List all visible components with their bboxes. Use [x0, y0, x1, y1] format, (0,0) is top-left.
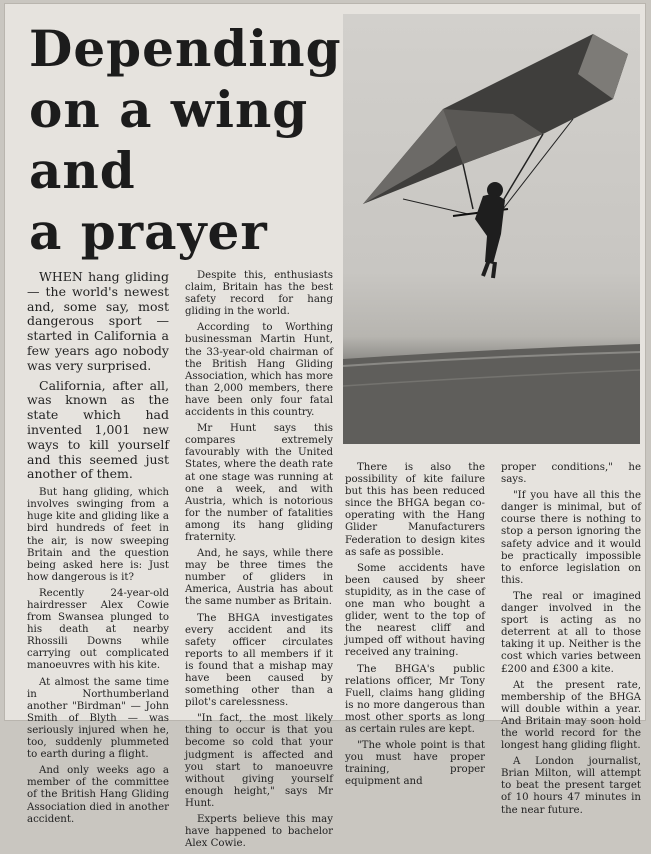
paragraph: And only weeks ago a member of the committee of the British Hang Gliding Association died in another accident.: [27, 765, 169, 825]
paragraph: But hang gliding, which involves swinging from a huge kite and gliding like a bird hundreds of feet in the air, is now sweeping Britain and the question being asked here is: Just how dangerous is it?: [27, 487, 169, 583]
headline-line: on a wing: [29, 80, 309, 139]
paragraph: proper conditions," he says.: [501, 462, 641, 486]
paragraph: WHEN hang gliding — the world's newest and, some say, most dangerous sport — started in California a few years ago nobody was very surprised.: [27, 269, 169, 373]
paragraph: Some accidents have been caused by sheer stupidity, as in the case of one man who bought a glider, went to the top of the nearest cliff and jumped off without having received any training.: [345, 562, 485, 659]
headline-line: a prayer: [29, 202, 268, 261]
paragraph: Experts believe this may have happened to bachelor Alex Cowie.: [185, 814, 333, 850]
article-column-4: [501, 462, 641, 821]
article-column-1: [27, 270, 169, 830]
hang-glider-pilot-icon: [343, 14, 640, 444]
paragraph: "The whole point is that you must have proper training, proper equipment and: [345, 740, 485, 788]
paragraph: Mr Hunt says this compares extremely favourably with the United States, where the death rate at one stage was running at one a week, and with Austria, which is notorious for the number of fatalities among its hang gliding fraternity.: [185, 423, 333, 543]
newspaper-clipping: [5, 4, 645, 850]
paragraph: California, after all, was known as the state which had invented 1,001 new ways to kill yourself and this seemed just another of them.: [27, 377, 169, 482]
paragraph: The BHGA investigates every accident and its safety officer circulates reports to all members if it is found that a mishap may have been caused by something other than a pilot's carelessness.: [185, 612, 333, 709]
paragraph: A London journalist, Brian Milton, will attempt to beat the present target of 10 hours 47 minutes in the near future.: [501, 756, 641, 816]
paragraph: Despite this, enthusiasts claim, Britain has the best safety record for hang gliding in the world.: [185, 270, 333, 318]
paragraph: According to Worthing businessman Martin Hunt, the 33-year-old chairman of the British Hang Gliding Association, which has more than 2,000 members, there have been only four fatal accidents in this country.: [185, 322, 333, 419]
paragraph: The real or imagined danger involved in the sport is acting as no deterrent at all to those taking it up. Neither is the cost which varies between £200 and £300 a kite.: [501, 590, 641, 675]
article-column-2: [185, 270, 333, 854]
headline-line: Depending: [29, 19, 342, 78]
paragraph: The BHGA's public relations officer, Mr Tony Fuell, claims hang gliding is no more dangerous than most other sports as long as certain rules are kept.: [345, 663, 485, 735]
headline-line: and: [29, 141, 136, 200]
paragraph: At almost the same time in Northumberland another "Birdman" — John Smith of Blyth — was seriously injured when he, too, suddenly plummeted to earth during a flight.: [27, 676, 169, 761]
paragraph: "If you have all this the danger is minimal, but of course there is nothing to stop a person ignoring the safety advice and it would be practically impossible to enforce legislation on this.: [501, 490, 641, 586]
headline: [29, 18, 342, 262]
paragraph: Recently 24-year-old hairdresser Alex Cowie from Swansea plunged to his death at nearby Rhossili Downs while carrying out complicated manoeuvres with his kite.: [27, 587, 169, 672]
article-column-3: [345, 462, 485, 792]
paragraph: And, he says, while there may be three times the number of gliders in America, Austria has about the same number as Britain.: [185, 548, 333, 608]
paragraph: There is also the possibility of kite failure but this has been reduced since the BHGA began co-operating with the Hang Glider Manufacturers Federation to design kites as safe as possible.: [345, 462, 485, 558]
hang-glider-photo: [343, 14, 640, 444]
paragraph: "In fact, the most likely thing to occur is that you become so cold that your judgment is affected and you start to manoeuvre without giving yourself enough height," says Mr Hunt.: [185, 713, 333, 809]
paragraph: At the present rate, membership of the BHGA will double within a year. And Britain may soon hold the world record for the longest hang gliding flight.: [501, 679, 641, 752]
